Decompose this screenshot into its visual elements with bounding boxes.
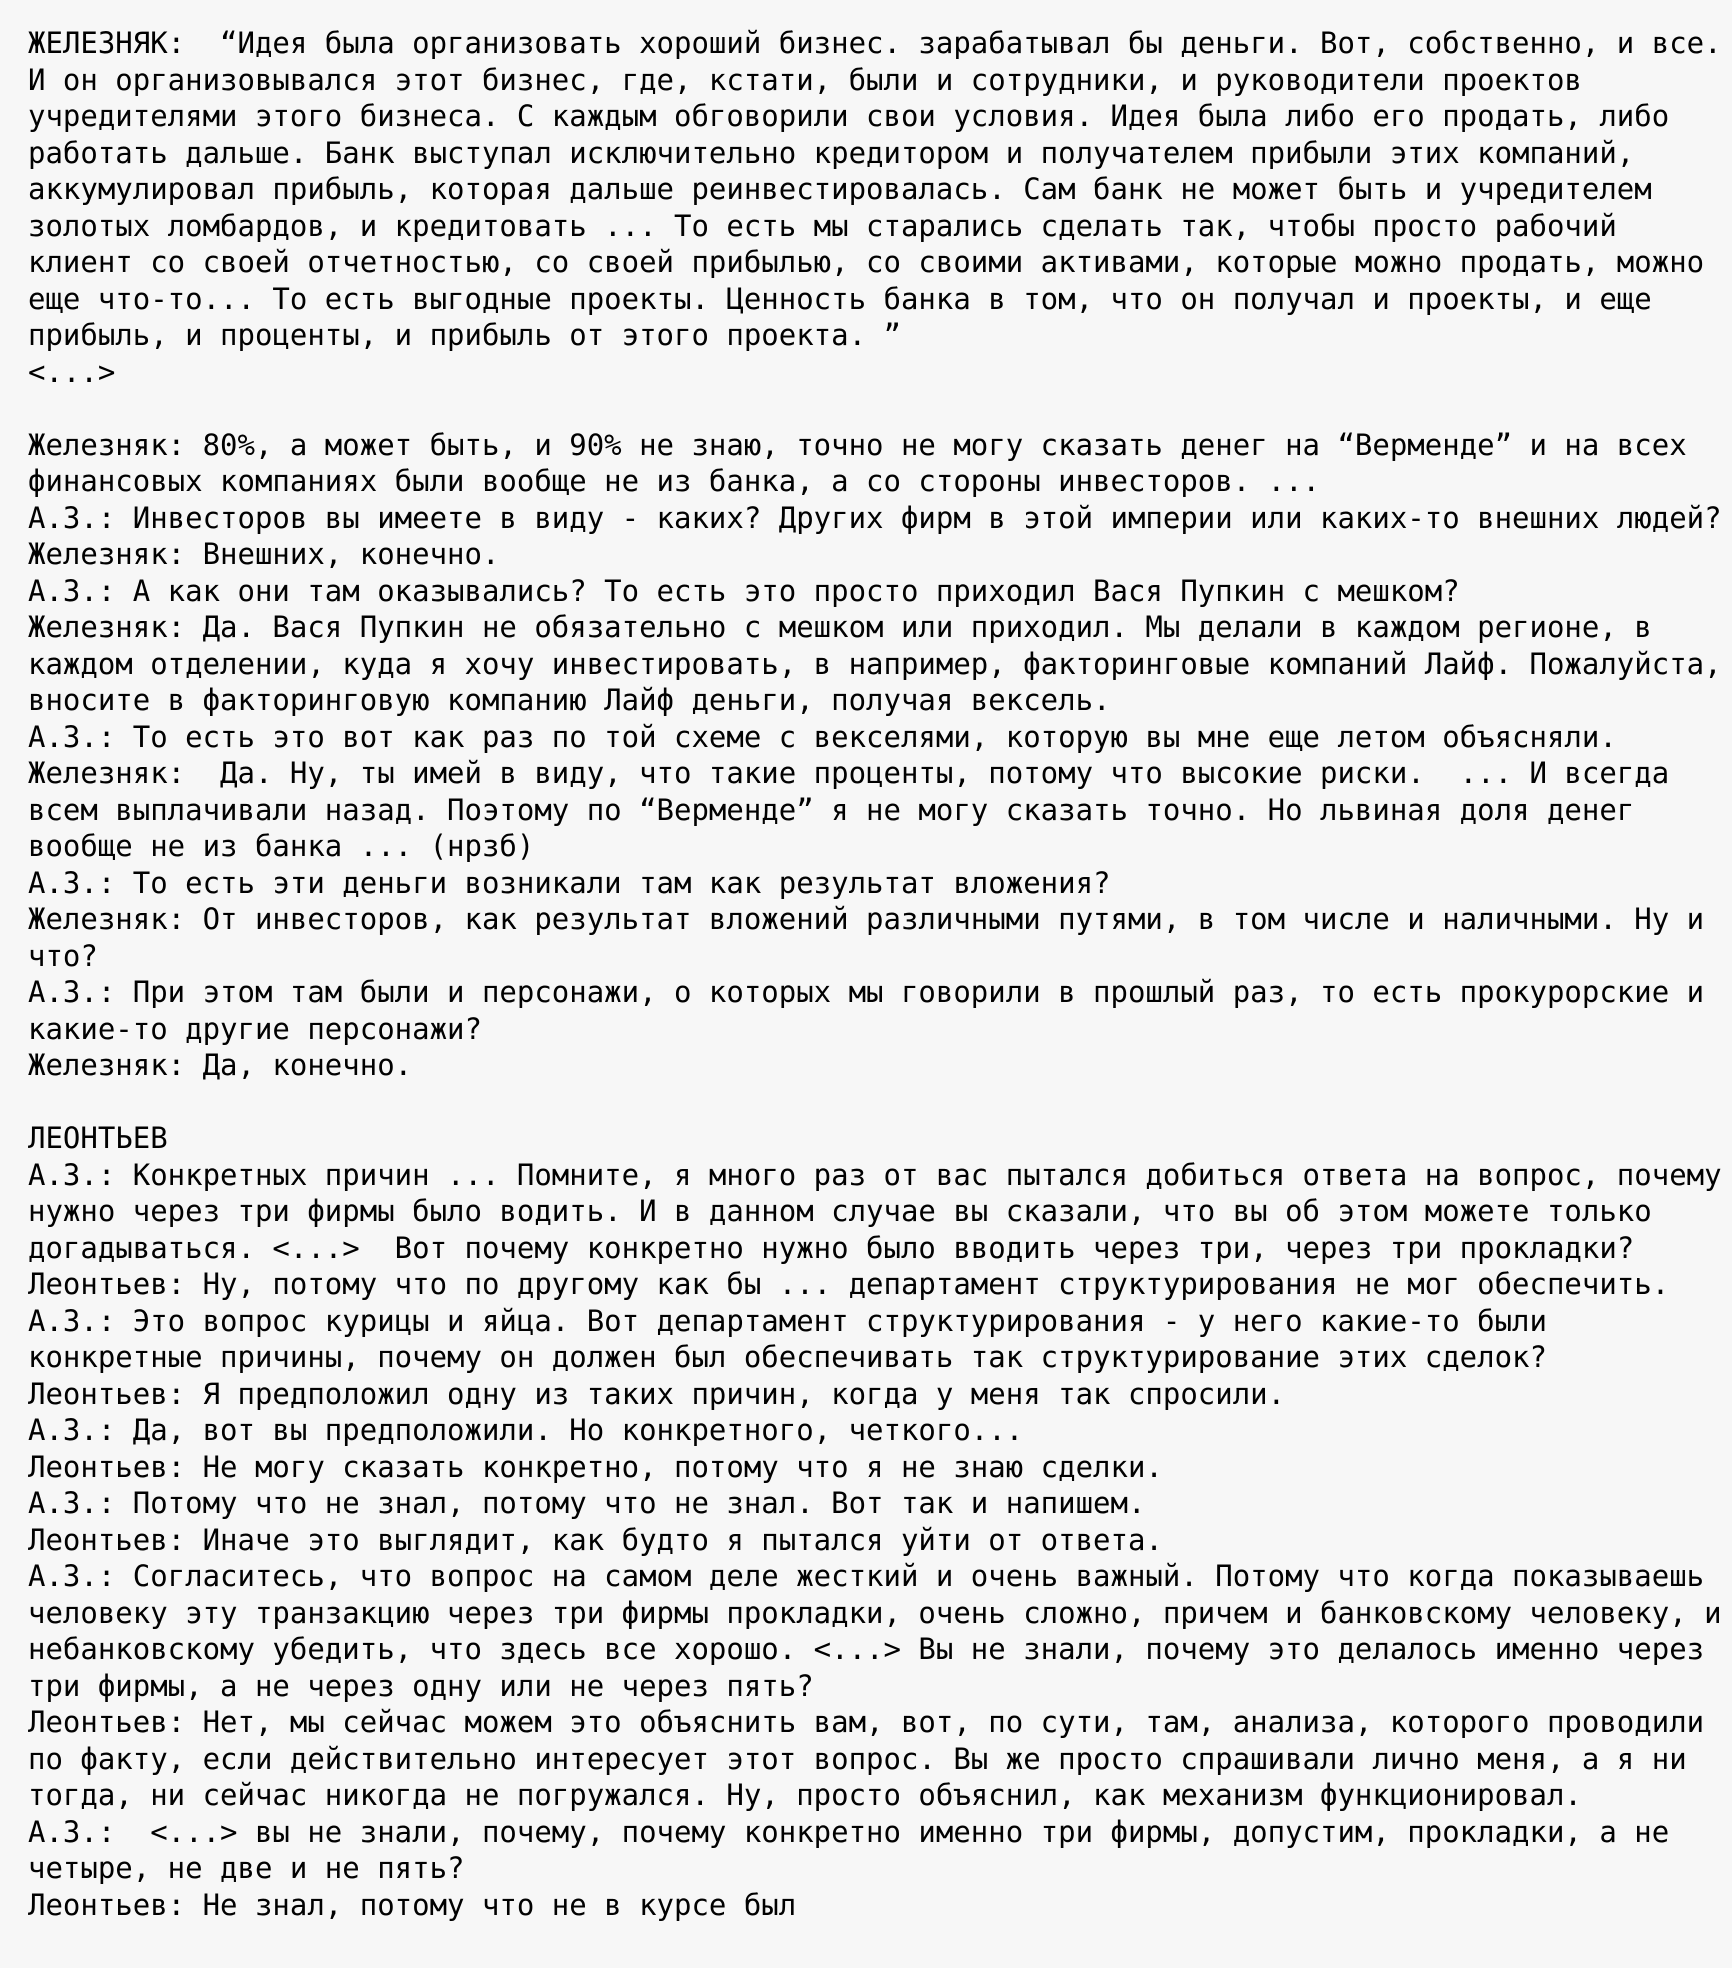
text-line: А.З.: Конкретных причин ... Помните, я много раз от вас пытался добиться ответа на вопрос, почему — [28, 1157, 1722, 1192]
section-leontiev-interview — [28, 1120, 1732, 1923]
text-line: какие-то другие персонажи? — [28, 1011, 482, 1046]
text-line: А.З.: При этом там были и персонажи, о которых мы говорили в прошлый раз, то есть прокурорские и — [28, 975, 1705, 1009]
text-line: А.З.: <...> вы не знали, почему, почему конкретно именно три фирмы, допустим, прокладки, а не — [28, 1814, 1670, 1849]
text-line: по факту, если действительно интересует этот вопрос. Вы же просто спрашивали лично меня, а я ни — [28, 1741, 1687, 1776]
section-zheleznyak-interview — [28, 427, 1732, 1084]
text-line: всем выплачивали назад. Поэтому по “Верменде” я не могу сказать точно. Но львиная доля денег — [28, 792, 1635, 827]
text-line: Леонтьев: Не могу сказать конкретно, потому что я не знаю сделки. — [28, 1449, 1163, 1484]
text-line: конкретные причины, почему он должен был обеспечивать так структурирование этих сделок? — [28, 1340, 1547, 1374]
text-line: вносите в факторинговую компанию Лайф деньги, получая вексель. — [28, 683, 1111, 717]
text-line: А.З.: А как они там оказывались? То есть это просто приходил Вася Пупкин с мешком? — [28, 573, 1460, 608]
text-line: А.З.: Да, вот вы предположили. Но конкретного, четкого... — [28, 1413, 1024, 1447]
section-zheleznyak-quote — [28, 25, 1732, 390]
text-line: работать дальше. Банк выступал исключительно кредитором и получателем прибыли этих компаний, — [28, 135, 1635, 170]
text-line: четыре, не две и не пять? — [28, 1851, 465, 1885]
text-line: Железняк: Да. Ну, ты имей в виду, что такие проценты, потому что высокие риски. ... И всегда — [28, 756, 1670, 790]
text-line: золотых ломбардов, и кредитовать ... То есть мы старались сделать так, чтобы просто рабочий — [28, 208, 1617, 243]
text-line: нужно через три фирмы было водить. И в данном случае вы сказали, что вы об этом можете только — [28, 1194, 1652, 1228]
text-line: еще что-то... То есть выгодные проекты. Ценность банка в том, что он получал и проекты, и еще — [28, 281, 1652, 316]
text-line: А.З.: Согласитесь, что вопрос на самом деле жесткий и очень важный. Потому что когда показываешь — [28, 1559, 1705, 1593]
text-line: клиент со своей отчетностью, со своей прибылью, со своими активами, которые можно продать, можно — [28, 245, 1705, 279]
text-line: Железняк: От инвесторов, как результат вложений различными путями, в том числе и наличными. Ну и — [28, 902, 1705, 936]
text-line: каждом отделении, куда я хочу инвестировать, в например, факторинговые компаний Лайф. Пожалуйста, — [28, 646, 1722, 681]
text-line: А.З.: Потому что не знал, потому что не знал. Вот так и напишем. — [28, 1486, 1146, 1520]
text-line: А.З.: Инвесторов вы имеете в виду - каких? Других фирм в этой империи или каких-то внешних людей? — [28, 500, 1722, 535]
text-line: Леонтьев: Нет, мы сейчас можем это объяснить вам, вот, по сути, там, анализа, которого проводили — [28, 1705, 1705, 1739]
text-line: что? — [28, 938, 98, 973]
text-line: Леонтьев: Ну, потому что по другому как бы ... департамент структурирования не мог обеспечить. — [28, 1267, 1670, 1301]
text-line: А.З.: То есть эти деньги возникали там как результат вложения? — [28, 865, 1111, 900]
text-line: А.З.: Это вопрос курицы и яйца. Вот департамент структурирования - у него какие-то были — [28, 1303, 1547, 1338]
text-line: ЛЕОНТЬЕВ — [28, 1121, 168, 1155]
text-line: тогда, ни сейчас никогда не погружался. Ну, просто объяснил, как механизм функционировал. — [28, 1778, 1582, 1812]
text-line: учредителями этого бизнеса. С каждым обговорили свои условия. Идея была либо его продать, либо — [28, 99, 1670, 133]
text-line: три фирмы, а не через одну или не через пять? — [28, 1668, 814, 1703]
text-line: А.З.: То есть это вот как раз по той схеме с векселями, которую вы мне еще летом объясняли. — [28, 719, 1617, 754]
text-line: <...> — [28, 354, 116, 389]
text-line: Железняк: Внешних, конечно. — [28, 537, 500, 571]
text-line: ЖЕЛЕЗНЯК: “Идея была организовать хороший бизнес. зарабатывал бы деньги. Вот, собственно, и все. — [28, 26, 1722, 60]
text-line: Железняк: 80%, а может быть, и 90% не знаю, точно не могу сказать денег на “Верменде” и на всех — [28, 427, 1687, 462]
text-line: финансовых компаниях были вообще не из банка, а со стороны инвесторов. ... — [28, 464, 1321, 498]
text-line: аккумулировал прибыль, которая дальше реинвестировалась. Сам банк не может быть и учредителем — [28, 172, 1652, 206]
text-line: Леонтьев: Я предположил одну из таких причин, когда у меня так спросили. — [28, 1376, 1286, 1411]
text-line: догадываться. <...> Вот почему конкретно нужно было вводить через три, через три прокладки? — [28, 1230, 1635, 1265]
text-line: И он организовывался этот бизнес, где, кстати, были и сотрудники, и руководители проектов — [28, 62, 1582, 97]
text-line: Железняк: Да, конечно. — [28, 1048, 413, 1082]
text-line: вообще не из банка ... (нрзб) — [28, 829, 535, 863]
text-line: человеку эту транзакцию через три фирмы прокладки, очень сложно, причем и банковскому человеку, и — [28, 1595, 1722, 1630]
text-line: небанковскому убедить, что здесь все хорошо. <...> Вы не знали, почему это делалось именно через — [28, 1632, 1705, 1666]
text-line: прибыль, и проценты, и прибыль от этого проекта. ” — [28, 318, 901, 352]
text-line: Леонтьев: Иначе это выглядит, как будто я пытался уйти от ответа. — [28, 1522, 1163, 1557]
text-line: Железняк: Да. Вася Пупкин не обязательно с мешком или приходил. Мы делали в каждом регионе, в — [28, 610, 1652, 644]
text-line: Леонтьев: Не знал, потому что не в курсе был — [28, 1887, 797, 1922]
